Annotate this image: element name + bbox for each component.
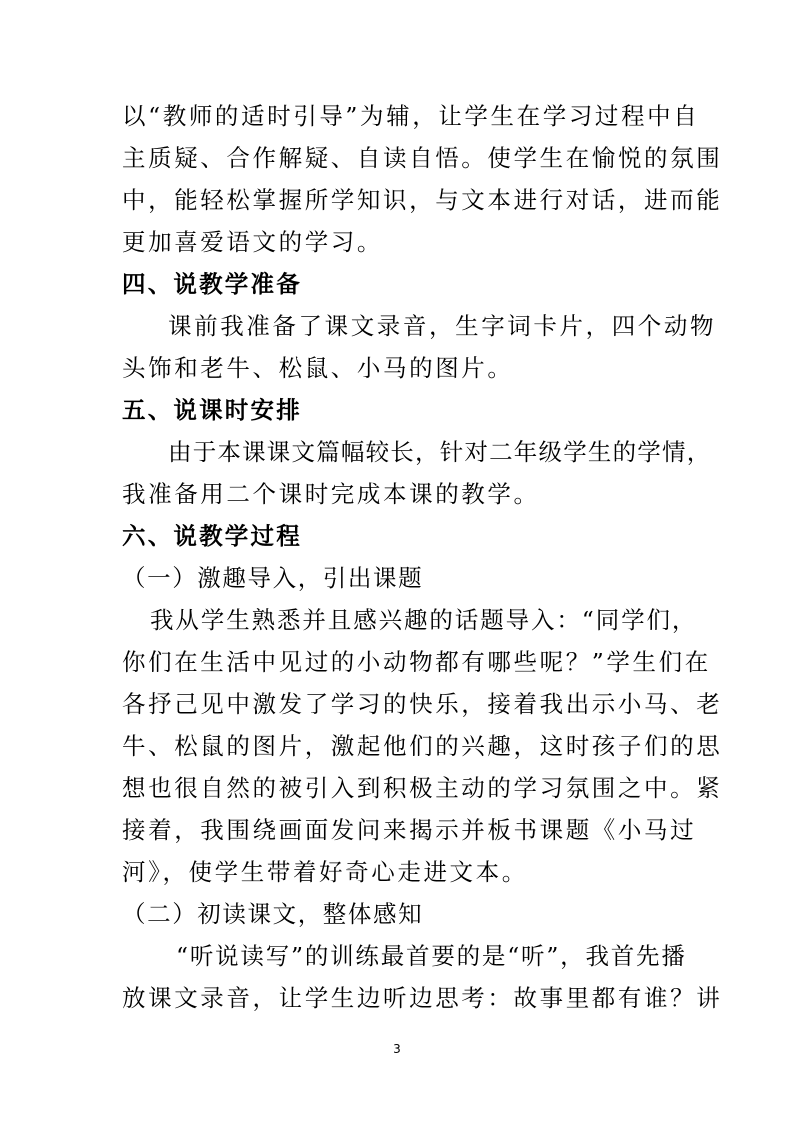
paragraph-line: 中，能轻松掌握所学知识，与文本进行对话，进而能 (122, 186, 723, 214)
section-heading-schedule: 五、说课时安排 (122, 396, 302, 424)
paragraph-line: 接着，我围绕画面发问来揭示并板书课题《小马过 (122, 816, 697, 844)
section-heading-preparation: 四、说教学准备 (122, 270, 302, 298)
paragraph-line: 你们在生活中见过的小动物都有哪些呢？”学生们在 (122, 648, 711, 676)
paragraph-line: “听说读写”的训练最首要的是“听”，我首先播 (176, 942, 687, 970)
subsection-heading-intro: （一）激趣导入，引出课题 (122, 564, 424, 592)
paragraph-line: 牛、松鼠的图片，激起他们的兴趣，这时孩子们的思 (122, 732, 723, 760)
paragraph-line: 各抒己见中激发了学习的快乐，接着我出示小马、老 (122, 690, 723, 718)
subsection-heading-reading: （二）初读课文，整体感知 (122, 900, 424, 928)
paragraph-line: 以“教师的适时引导”为辅，让学生在学习过程中自 (122, 102, 700, 130)
paragraph-line: 我准备用二个课时完成本课的教学。 (122, 480, 540, 508)
page-number: 3 (393, 1042, 401, 1056)
paragraph-line: 我从学生熟悉并且感兴趣的话题导入：“同学们， (150, 606, 698, 634)
paragraph-line: 头饰和老牛、松鼠、小马的图片。 (122, 354, 514, 382)
paragraph-line: 课前我准备了课文录音，生字词卡片，四个动物 (168, 312, 717, 340)
paragraph-line: 河》，使学生带着好奇心走进文本。 (122, 858, 528, 886)
paragraph-line: 主质疑、合作解疑、自读自悟。使学生在愉悦的氛围 (122, 144, 723, 172)
paragraph-line: 想也很自然的被引入到积极主动的学习氛围之中。紧 (122, 774, 723, 802)
paragraph-line: 更加喜爱语文的学习。 (122, 228, 383, 256)
section-heading-process: 六、说教学过程 (122, 522, 302, 550)
paragraph-line: 由于本课课文篇幅较长，针对二年级学生的学情， (168, 438, 712, 466)
paragraph-line: 放课文录音，让学生边听边思考：故事里都有谁？讲 (122, 984, 723, 1012)
